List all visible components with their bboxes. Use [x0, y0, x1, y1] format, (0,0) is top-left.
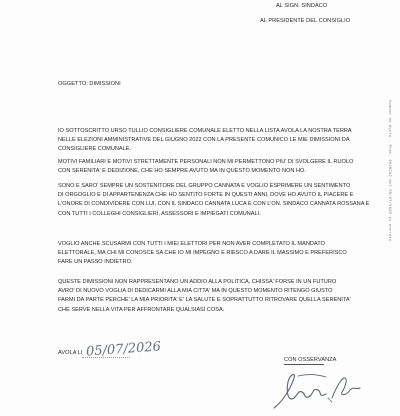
letter-subject: OGGETTO: DIMISSIONI	[58, 81, 121, 87]
signature-image	[268, 368, 368, 410]
paragraph-line: ELETTORALE, MA CHI MI CONOSCE SA CHE IO MI IMPEGNO E RIESCO A DARE IL MASSIMO E PREFERISCO	[58, 250, 347, 257]
paragraph-line: MOTIVI FAMILIARI E MOTIVI STRETTAMENTE PERSONALI NON MI PERMETTONO PIU' DI SVOLGERE IL RUOLO	[58, 159, 354, 165]
protocol-stamp: Comune di Avola - Prot. 0028292 del 06/07/2026 in entrata	[387, 100, 391, 242]
paragraph-line: CHE SERVE NELLA VITA PER AFFRONTARE QUALSIASI COSA.	[58, 306, 225, 313]
recipient-mayor: AL SIGN. SINDACO	[276, 3, 328, 9]
handwritten-date: 05/07/2026	[85, 339, 162, 360]
paragraph-apology	[58, 240, 370, 268]
paragraph-resignation	[58, 127, 370, 155]
paragraph-line: VOGLIO ANCHE SCUSARMI CON TUTTI I MIEI ELETTORI PER NON AVER COMPLETATO IL MANDATO	[58, 241, 325, 247]
paragraph-line: SONO E SARO' SEMPRE UN SOSTENITORE DEL GRUPPO CANNATA E VOGLIO ESPRIMERE UN SENTIMENTO	[58, 183, 351, 189]
paragraph-line: FARMI DA PARTE PERCHE' LA MIA PRIORITA' E' LA SALUTE E SOPRATTUTTO RITROVARE QUELLA SERENITA'	[58, 297, 351, 304]
paragraph-reasons	[58, 158, 370, 176]
paragraph-line: FARE UN PASSO INDIETRO.	[58, 259, 133, 266]
paragraph-line: IO SOTTOSCRITTO URSO TULLIO CONSIGLIERE COMUNALE ELETTO NELLA LISTA AVOLA LA NOSTRA TERRA	[58, 128, 352, 134]
closing-underline	[284, 364, 324, 365]
paragraph-line: AVRO' DI NUOVO VOGLIA DI DEDICARMI ALLA MIA CITTA' MA IN QUESTO MOMENTO RITENGO GIUSTO	[58, 288, 333, 295]
paragraph-line: CONSIGLIERE COMUNALE.	[58, 146, 132, 153]
paragraph-line: CON TUTTI I COLLEGHI CONSIGLIERI, ASSESSORI E IMPIEGATI COMUNALI.	[58, 210, 261, 217]
place-label: AVOLA LI	[58, 350, 83, 356]
date-underline	[82, 357, 130, 358]
closing-formula: CON OSSERVANZA	[284, 357, 337, 363]
paragraph-line: CON SERENITA' E DEDIZIONE, CHE HO SEMPRE AVUTO MA IN QUESTO MOMENTO NON HO.	[58, 168, 306, 175]
recipient-council-president: AL PRESIDENTE DEL CONSIGLIO	[260, 18, 351, 24]
paragraph-line: L'ONORE DI CONDIVIDERE CON LUI, CON IL SINDACO CANNATA LUCA E CON L'ON. SINDACO CANNATA ROSSANA E	[58, 201, 370, 208]
paragraph-gratitude	[58, 182, 370, 219]
paragraph-line: NELLE ELEZIONI AMMINISTRATIVE DEL GIUGNO 2022 CON LA PRESENTE COMUNICO LE MIE DIMISSIONI DA	[58, 137, 350, 144]
paragraph-line: QUESTE DIMISSIONI NON RAPPRESENTANO UN ADDIO ALLA POLITICA, CHISSA' FORSE IN UN FUTURO	[58, 279, 337, 285]
paragraph-future	[58, 278, 370, 315]
paragraph-line: DI ORGOGLIO E DI APPARTENENZA CHE HO SENTITO FORTE IN QUESTI ANNI, DOVE HO AVUTO IL PIACERE E	[58, 192, 354, 199]
